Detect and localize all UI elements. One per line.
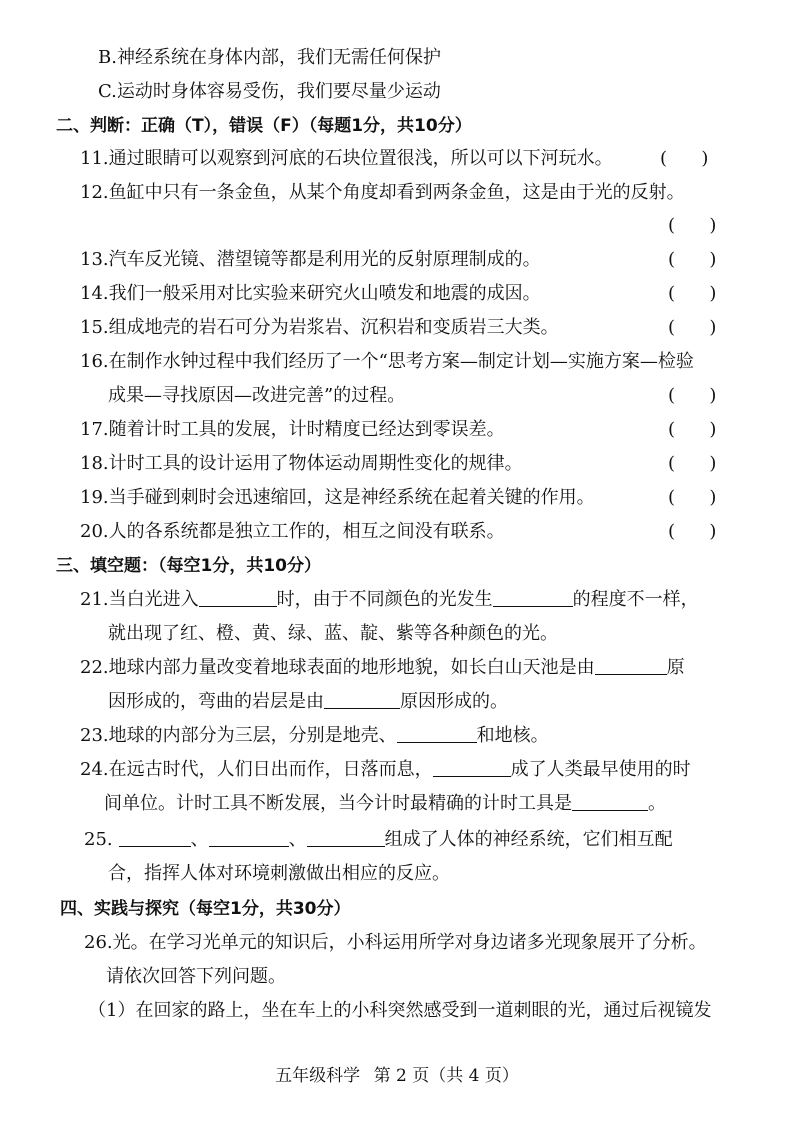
question-text: 时，由于不同颜色的光发生 [276, 589, 493, 610]
question-text: 组成地壳的岩石可分为岩浆岩、沉积岩和变质岩三大类。 [108, 317, 559, 338]
answer-blank[interactable] [119, 828, 191, 847]
question-text: 通过眼睛可以观察到河底的石块位置很浅，所以可以下河玩水。 [108, 148, 613, 169]
question-25-line2: 合，指挥人体对环境刺激做出相应的反应。 [108, 863, 450, 884]
answer-blank[interactable] [493, 588, 573, 607]
question-number: 23. [80, 725, 109, 746]
question-11 [80, 146, 613, 172]
question-21 [80, 587, 699, 613]
answer-paren-13[interactable]: ( ) [668, 249, 717, 270]
question-24-line2 [104, 791, 666, 817]
question-text: 当白光进入 [108, 589, 199, 610]
question-13 [80, 247, 541, 273]
answer-blank[interactable] [324, 690, 400, 709]
answer-blank[interactable] [433, 758, 511, 777]
question-26: 26.光。在学习光单元的知识后，小科运用所学对身边诸多光现象展开了分析。 [84, 932, 707, 953]
question-text: 计时工具的设计运用了物体运动周期性变化的规律。 [108, 453, 523, 474]
question-text: 间单位。计时工具不断发展，当今计时最精确的计时工具是 [104, 793, 572, 814]
question-text: 。 [648, 793, 666, 814]
question-number: 21. [80, 589, 109, 610]
section-2-title: 二、判断：正确（T），错误（F）（每题1分，共10分） [56, 116, 472, 136]
answer-paren-18[interactable]: ( ) [668, 453, 717, 474]
question-17 [80, 417, 505, 443]
question-number: 22. [80, 657, 109, 678]
section-4-title: 四、实践与探究（每空1分，共30分） [60, 899, 351, 919]
question-number: 16. [80, 351, 109, 372]
question-22-line2 [108, 689, 508, 715]
question-number: 17. [80, 419, 109, 440]
answer-paren-11[interactable]: ( ) [660, 148, 709, 169]
question-text: 地球内部力量改变着地球表面的地形地貌，如长白山天池是由 [108, 657, 595, 678]
question-text: 鱼缸中只有一条金鱼，从某个角度却看到两条金鱼，这是由于光的反射。 [108, 182, 685, 203]
question-text: 我们一般采用对比实验来研究火山喷发和地震的成因。 [108, 283, 541, 304]
question-text: 因形成的，弯曲的岩层是由 [108, 691, 324, 712]
answer-paren-15[interactable]: ( ) [668, 317, 717, 338]
answer-blank[interactable] [307, 828, 385, 847]
question-26-line2: 请依次回答下列问题。 [106, 966, 286, 987]
question-text: 原 [666, 657, 685, 678]
question-23 [80, 723, 549, 749]
question-18 [80, 451, 523, 477]
section-3-title: 三、填空题：（每空1分，共10分） [56, 556, 321, 576]
question-number: 18. [80, 453, 109, 474]
answer-paren-17[interactable]: ( ) [668, 419, 717, 440]
question-26-sub1: （1）在回家的路上，坐在车上的小科突然感受到一道刺眼的光，通过后视镜发 [88, 1000, 712, 1021]
question-21-line2: 就出现了红、橙、黄、绿、蓝、靛、紫等各种颜色的光。 [108, 623, 558, 644]
question-19 [80, 485, 595, 511]
answer-blank[interactable] [595, 656, 667, 675]
separator: 、 [190, 829, 209, 850]
answer-blank[interactable] [397, 724, 477, 743]
answer-blank[interactable] [209, 828, 289, 847]
question-text: 地球的内部分为三层，分别是地壳、 [108, 725, 397, 746]
question-number: 19. [80, 487, 109, 508]
question-text: 和地核。 [476, 725, 549, 746]
separator: 、 [288, 829, 307, 850]
question-text: 在远古时代，人们日出而作，日落而息， [108, 759, 433, 780]
question-text: 原因形成的。 [400, 691, 508, 712]
answer-paren-20[interactable]: ( ) [668, 521, 717, 542]
question-number: 13. [80, 249, 109, 270]
question-16-line2: 成果—寻找原因—改进完善”的过程。 [108, 385, 406, 406]
question-number: 24. [80, 759, 109, 780]
question-text: 在制作水钟过程中我们经历了一个“思考方案—制定计划—实施方案—检验 [108, 351, 694, 372]
question-text: 人的各系统都是独立工作的，相互之间没有联系。 [108, 521, 505, 542]
answer-blank[interactable] [199, 588, 277, 607]
answer-paren-12[interactable]: ( ) [668, 215, 717, 236]
question-16 [80, 349, 694, 375]
question-24 [80, 757, 691, 783]
question-22 [80, 655, 685, 681]
answer-blank[interactable] [572, 792, 648, 811]
question-number: 12. [80, 182, 109, 203]
question-14 [80, 281, 541, 307]
question-number: 11. [80, 148, 109, 169]
question-number: 14. [80, 283, 109, 304]
answer-paren-14[interactable]: ( ) [668, 283, 717, 304]
question-text: 组成了人体的神经系统，它们相互配 [384, 829, 673, 850]
page-footer [0, 1064, 794, 1088]
footer-subject: 五年级科学 [275, 1066, 361, 1086]
question-text: 随着计时工具的发展，计时精度已经达到零误差。 [108, 419, 505, 440]
option-b: B.神经系统在身体内部，我们无需任何保护 [98, 47, 441, 68]
question-text: 汽车反光镜、潜望镜等都是利用光的反射原理制成的。 [108, 249, 541, 270]
question-20 [80, 519, 505, 545]
question-25 [84, 827, 673, 853]
question-text: 成了人类最早使用的时 [510, 759, 691, 780]
question-number: 15. [80, 317, 109, 338]
question-12 [80, 180, 685, 206]
option-c: C.运动时身体容易受伤，我们要尽量少运动 [98, 81, 441, 102]
question-text: 当手碰到刺时会迅速缩回，这是神经系统在起着关键的作用。 [108, 487, 595, 508]
footer-page-number: 第 2 页（共 4 页） [373, 1066, 519, 1086]
question-15 [80, 315, 559, 341]
answer-paren-16[interactable]: ( ) [668, 385, 717, 406]
answer-paren-19[interactable]: ( ) [668, 487, 717, 508]
question-number: 25. [84, 829, 113, 850]
question-text: 的程度不一样， [572, 589, 699, 610]
question-number: 20. [80, 521, 109, 542]
